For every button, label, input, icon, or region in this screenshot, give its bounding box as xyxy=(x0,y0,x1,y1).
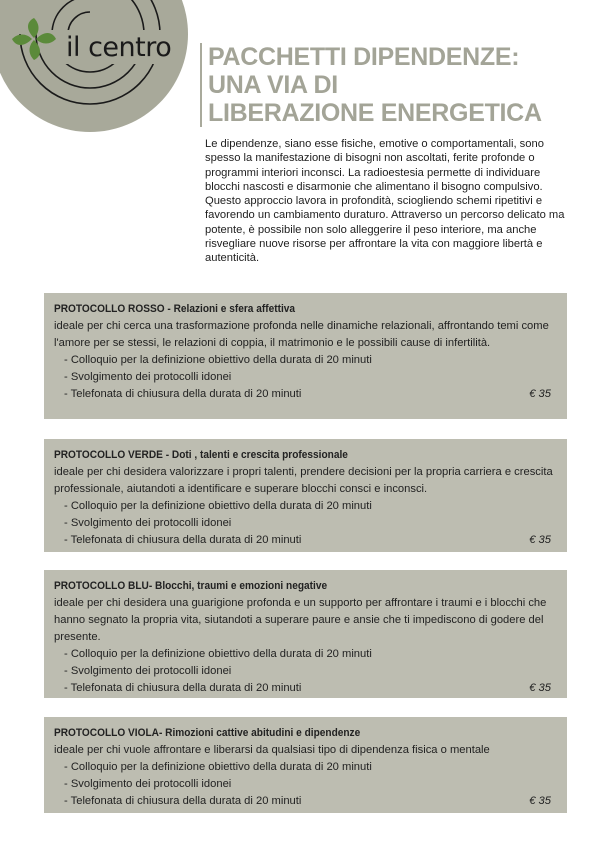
list-item: - Telefonata di chiusura della durata di 20 minuti € 35 xyxy=(54,793,557,810)
protocol-description: ideale per chi desidera una guarigione profonda e un supporto per affrontare i traumi e i blocchi che hanno segnato la propria vita, siutandoti a superare paure e ansie che ti impediscono di godere del presente. xyxy=(54,597,547,643)
logo xyxy=(0,0,190,134)
list-item: - Telefonata di chiusura della durata di 20 minuti € 35 xyxy=(54,532,557,549)
list-item: - Colloquio per la definizione obiettivo della durata di 20 minuti xyxy=(64,761,372,773)
protocol-title: PROTOCOLLO VERDE - Doti , talenti e crescita professionale xyxy=(54,449,348,461)
list-item: - Svolgimento dei protocolli idonei xyxy=(64,778,232,790)
price: € 35 xyxy=(529,795,551,807)
protocol-title: PROTOCOLLO BLU- Blocchi, traumi e emozioni negative xyxy=(54,580,328,592)
protocol-description: ideale per chi vuole affrontare e liberarsi da qualsiasi tipo di dipendenza fisica o mentale xyxy=(54,744,490,756)
protocol-description: ideale per chi desidera valorizzare i propri talenti, prendere decisioni per la propria carriera e crescita professionale, aiutandoti a identificare e superare blocchi consci e inconsci. xyxy=(54,466,553,495)
list-item: - Colloquio per la definizione obiettivo della durata di 20 minuti xyxy=(64,500,372,512)
protocol-blu xyxy=(44,570,567,698)
list-item: - Colloquio per la definizione obiettivo della durata di 20 minuti xyxy=(64,354,372,366)
price: € 35 xyxy=(529,388,551,400)
protocol-title: PROTOCOLLO ROSSO - Relazioni e sfera affettiva xyxy=(54,303,296,315)
title-line: UNA VIA DI xyxy=(208,71,338,99)
list-item: - Svolgimento dei protocolli idonei xyxy=(64,665,232,677)
protocol-description: ideale per chi cerca una trasformazione profonda nelle dinamiche relazionali, affrontando temi come l'amore per se stessi, le relazioni di coppia, il matrimonio e le possibili cause di infertilità. xyxy=(54,320,549,349)
list-item: - Colloquio per la definizione obiettivo della durata di 20 minuti xyxy=(64,648,372,660)
title-line: PACCHETTI DIPENDENZE: xyxy=(208,43,520,71)
list-item: - Telefonata di chiusura della durata di 20 minuti € 35 xyxy=(54,680,557,697)
list-item: - Telefonata di chiusura della durata di 20 minuti € 35 xyxy=(54,386,557,403)
title-line: LIBERAZIONE ENERGETICA xyxy=(208,99,542,127)
page-title xyxy=(200,43,588,127)
logo-text: il centro xyxy=(66,32,172,63)
protocol-rosso xyxy=(44,293,567,419)
protocol-viola xyxy=(44,717,567,813)
intro-text: Le dipendenze, siano esse fisiche, emotive o comportamentali, sono spesso la manifestazione di bisogni non ascoltati, ferite profonde o programmi interiori inconsci. La radioestesia permette di individuare blocchi nascosti e disarmonie che alimentano il bisogno compulsivo. Questo approccio lavora in profondità, sciogliendo schemi ripetitivi e favorendo un cambiamento duraturo. Attraverso un percorso delicato ma potente, è possibile non solo alleggerire il peso interiore, ma anche risvegliare nuove risorse per affrontare la vita con maggiore libertà e autenticità. xyxy=(205,138,565,265)
list-item: - Svolgimento dei protocolli idonei xyxy=(64,517,232,529)
protocol-title: PROTOCOLLO VIOLA- Rimozioni cattive abitudini e dipendenze xyxy=(54,727,361,739)
protocol-verde xyxy=(44,439,567,552)
price: € 35 xyxy=(529,682,551,694)
price: € 35 xyxy=(529,534,551,546)
list-item: - Svolgimento dei protocolli idonei xyxy=(64,371,232,383)
